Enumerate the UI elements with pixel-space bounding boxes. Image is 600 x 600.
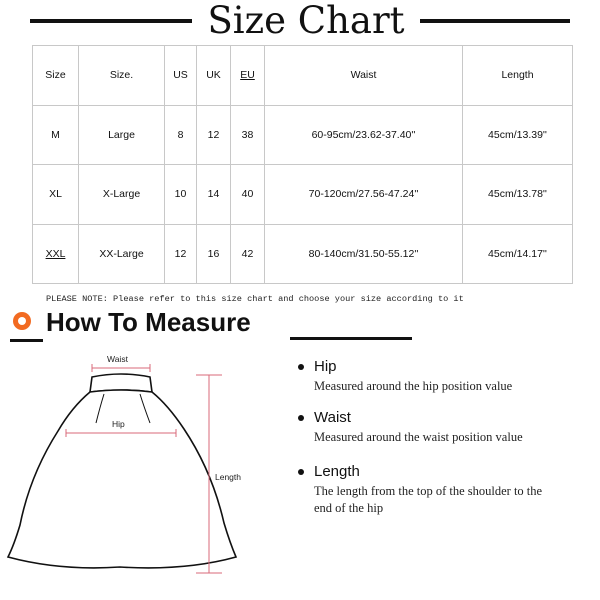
table-cell: 42 [231,224,265,284]
table-row [33,224,573,284]
table-cell: 45cm/13.78'' [463,165,573,225]
header-cell: Size [33,46,79,106]
waist-label: Waist [107,354,128,364]
table-cell: 45cm/13.39'' [463,105,573,165]
table-cell: 38 [231,105,265,165]
header-cell: EU [231,46,265,106]
table-cell: 12 [197,105,231,165]
header-cell: Waist [265,46,463,106]
table-cell: XL [33,165,79,225]
measure-desc: Measured around the hip position value [314,379,513,393]
table-cell: 45cm/14.17'' [463,224,573,284]
hip-label: Hip [112,419,125,429]
header-cell: US [165,46,197,106]
measure-desc: Measured around the waist position value [314,430,523,444]
table-cell: 80-140cm/31.50-55.12'' [265,224,463,284]
table-cell: 8 [165,105,197,165]
table-cell: 12 [165,224,197,284]
size-table [32,45,573,284]
table-cell: X-Large [79,165,165,225]
table-cell: M [33,105,79,165]
table-row [33,105,573,165]
header-cell: UK [197,46,231,106]
section-title: How To Measure [46,307,251,337]
header-cell: Length [463,46,573,106]
table-cell: 14 [197,165,231,225]
table-cell: 16 [197,224,231,284]
measure-name: Hip [314,358,337,375]
measure-desc: The length from the top of the shoulder to the end of the hip [314,484,543,515]
page-title: Size Chart [207,0,405,42]
title-rule-right [420,19,570,23]
how-to-measure-header [0,304,600,344]
bullet-icon [298,469,304,475]
section-rule-right [290,337,412,340]
table-cell: 60-95cm/23.62-37.40'' [265,105,463,165]
skirt-diagram [0,345,280,585]
table-cell: 70-120cm/27.56-47.24'' [265,165,463,225]
table-cell: Large [79,105,165,165]
measure-name: Waist [314,409,351,426]
header-cell: Size. [79,46,165,106]
section-rule-left [10,339,43,342]
table-cell: 10 [165,165,197,225]
skirt-illustration [0,345,280,585]
table-row [33,165,573,225]
table-cell: XX-Large [79,224,165,284]
size-note: PLEASE NOTE: Please refer to this size chart and choose your size according to it [46,294,464,304]
ring-icon [13,312,31,330]
table-cell: 40 [231,165,265,225]
table-cell: XXL [33,224,79,284]
length-label: Length [215,472,241,482]
bullet-icon [298,415,304,421]
size-chart-header [0,0,600,44]
table-header-row [33,46,573,106]
bullet-icon [298,364,304,370]
measure-name: Length [314,463,360,480]
title-rule-left [30,19,192,23]
